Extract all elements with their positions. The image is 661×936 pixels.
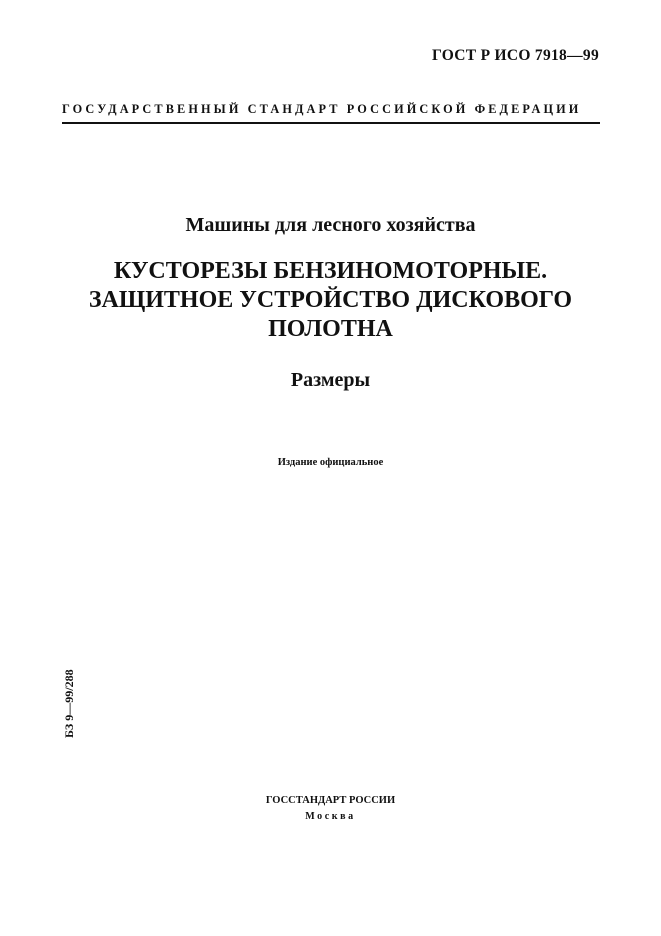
document-title-line-1: КУСТОРЕЗЫ БЕНЗИНОМОТОРНЫЕ. (113, 258, 548, 284)
document-subtitle: Размеры (290, 369, 371, 391)
edition-note: Издание официальное (277, 457, 384, 468)
document-subject: Машины для лесного хозяйства (185, 214, 476, 236)
document-number: ГОСТ Р ИСО 7918—99 (431, 47, 599, 64)
document-title-line-2: ЗАЩИТНОЕ УСТРОЙСТВО ДИСКОВОГО (88, 287, 573, 313)
standard-header: ГОСУДАРСТВЕННЫЙ СТАНДАРТ РОССИЙСКОЙ ФЕДЕРАЦИИ (62, 102, 582, 116)
header-divider (62, 122, 600, 124)
document-title (0, 257, 661, 344)
publication-city: Москва (305, 811, 356, 822)
publisher-name: ГОССТАНДАРТ РОССИИ (265, 795, 396, 806)
document-title-line-3: ПОЛОТНА (268, 316, 393, 342)
side-catalog-code: БЗ 9—99/288 (62, 669, 76, 738)
